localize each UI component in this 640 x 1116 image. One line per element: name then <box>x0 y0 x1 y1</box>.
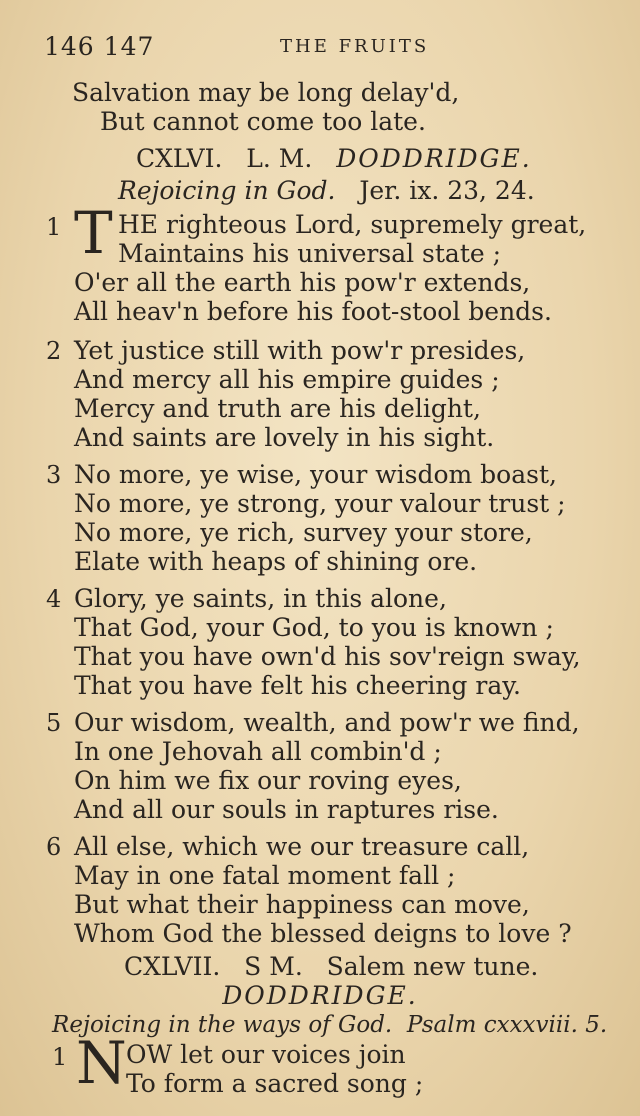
stanza-number: 2 <box>46 337 62 365</box>
verse-line: No more, ye rich, survey your store, <box>74 518 533 547</box>
page-header <box>44 32 604 62</box>
hymn-author: DODDRIDGE. <box>222 981 418 1010</box>
verse-line: All heav'n before his foot-stool bends. <box>74 297 552 326</box>
verse-line: And all our souls in raptures rise. <box>74 795 499 824</box>
hymn-meter: L. M. <box>246 144 313 173</box>
verse-line: In one Jehovah all combin'd ; <box>74 737 442 766</box>
verse-line: That you have own'd his sov'reign sway, <box>74 642 581 671</box>
hymn-subtitle: Rejoicing in the ways of God. <box>52 1012 393 1038</box>
hymn-subtitle: Rejoicing in God. <box>118 176 336 205</box>
verse-line: Maintains his universal state ; <box>118 239 502 268</box>
drop-cap: T <box>74 199 113 267</box>
verse-line: Glory, ye saints, in this alone, <box>74 584 447 613</box>
running-title: THE FRUITS <box>280 36 430 57</box>
verse-line: Yet justice still with pow'r presides, <box>74 336 526 365</box>
verse-line: OW let our voices join <box>126 1040 406 1069</box>
verse-line: To form a sacred song ; <box>126 1069 424 1098</box>
stanza-number: 1 <box>46 213 62 241</box>
hymn-author: DODDRIDGE. <box>336 144 532 173</box>
verse-line: O'er all the earth his pow'r extends, <box>74 268 531 297</box>
verse-line: Elate with heaps of shining ore. <box>74 547 478 576</box>
page-number: 146 147 <box>44 32 155 61</box>
verse-line: All else, which we our treasure call, <box>74 832 530 861</box>
verse-line: On him we fix our roving eyes, <box>74 766 462 795</box>
verse-line: Mercy and truth are his delight, <box>74 394 481 423</box>
hymn-meter: S M. <box>244 952 303 981</box>
verse-line: And saints are lovely in his sight. <box>74 423 495 452</box>
stanza-number: 1 <box>52 1043 68 1071</box>
verse-line: Whom God the blessed deigns to love ? <box>74 919 572 948</box>
hymn-number: CXLVII. <box>124 952 221 981</box>
verse-line: No more, ye strong, your valour trust ; <box>74 489 566 518</box>
verse-line: Salvation may be long delay'd, <box>72 78 460 107</box>
verse-line: But cannot come too late. <box>100 107 426 136</box>
stanza-number: 5 <box>46 709 62 737</box>
stanza-number: 3 <box>46 461 62 489</box>
verse-line: HE righteous Lord, supremely great, <box>118 210 587 239</box>
verse-line: That you have felt his cheering ray. <box>74 671 521 700</box>
hymn-scripture: Psalm cxxxviii. 5. <box>406 1012 608 1038</box>
stanza-number: 6 <box>46 833 62 861</box>
hymn-heading <box>136 144 532 174</box>
hymn-number: CXLVI. <box>136 144 223 173</box>
hymn-subtitle-line <box>118 176 535 206</box>
verse-line: Our wisdom, wealth, and pow'r we find, <box>74 708 580 737</box>
verse-line: But what their happiness can move, <box>74 890 530 919</box>
hymn-heading <box>124 952 538 982</box>
verse-line: May in one fatal moment fall ; <box>74 861 456 890</box>
hymn-tune: Salem new tune. <box>326 952 539 981</box>
verse-line: And mercy all his empire guides ; <box>74 365 500 394</box>
hymn-subtitle-line <box>52 1010 607 1040</box>
verse-line: That God, your God, to you is known ; <box>74 613 554 642</box>
stanza-number: 4 <box>46 585 62 613</box>
drop-cap: N <box>76 1029 127 1097</box>
verse-line: No more, ye wise, your wisdom boast, <box>74 460 557 489</box>
hymn-scripture: Jer. ix. 23, 24. <box>359 176 535 205</box>
hymn-author-line <box>0 981 640 1011</box>
